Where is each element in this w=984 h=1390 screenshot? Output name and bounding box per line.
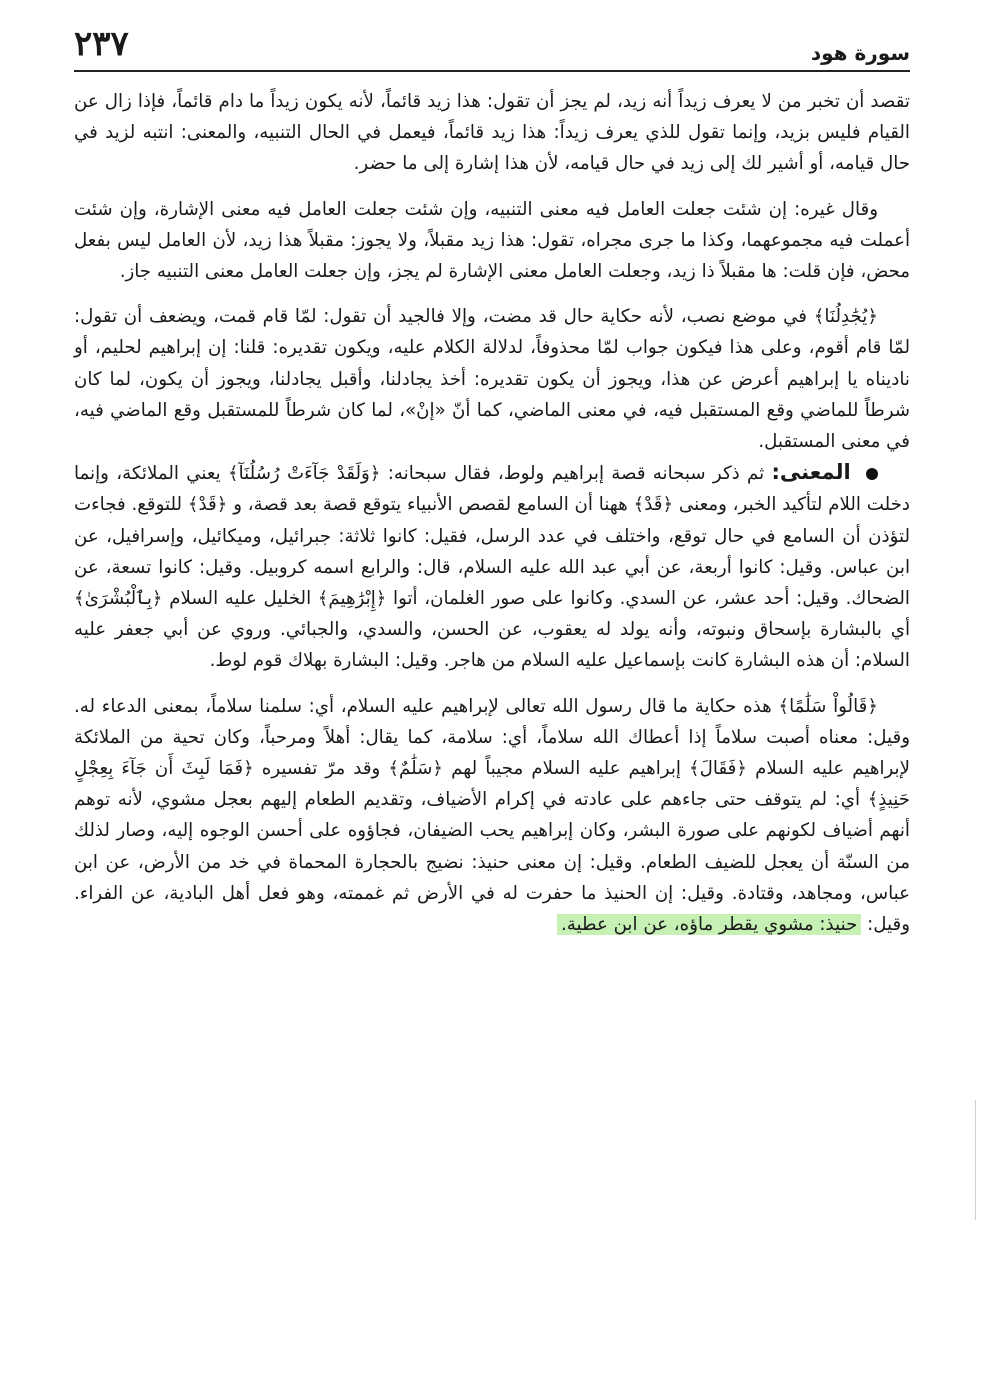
surah-title: سورة هود	[810, 41, 910, 65]
paragraph-5-text: ﴿قَالُواْ سَلَٰمًا﴾ هذه حكاية ما قال رسول الله تعالى لإبراهيم عليه السلام، أي: سلمنا سلاماً، بمعنى الدعاء له. وقيل: معناه أصبت سلاماً إذا أعطاك الله سلاماً، أي: سلامة، كما يقال: أهلاً ومرحباً، وكان تحية من الملائكة لإبراهيم عليه السلام ﴿فَقَالَ﴾ إبراهيم عليه السلام مجيباً لهم ﴿سَلَٰمٌ﴾ وقد مرّ تفسيره ﴿فَمَا لَبِثَ أَن جَآءَ بِعِجْلٍ حَنِيذٍ﴾ أي: لم يتوقف حتى جاءهم على عادته في إكرام الأضياف، وتقديم الطعام إليهم بعجل مشوي، لأنه توهم أنهم أضياف لكونهم على صورة البشر، وكان إبراهيم يحب الضيفان، فجاؤوه على أحسن الوجوه إليه، وصار لذلك من السنّة أن يعجل للضيف الطعام. وقيل: إن معنى حنيذ: نضيج بالحجارة المحماة في خد من الأرض، عن ابن عباس، ومجاهد، وقتادة. وقيل: إن الحنيذ ما حفرت له في الأرض ثم غممته، وهو فعل أهل البادية، عن الفراء. وقيل:	[74, 695, 910, 936]
meaning-paragraph	[74, 457, 910, 676]
page-number: ٢٣٧	[74, 24, 129, 64]
scan-edge-mark	[975, 1100, 976, 1220]
page-header	[74, 22, 910, 72]
meaning-text: ثم ذكر سبحانه قصة إبراهيم ولوط، فقال سبحانه: ﴿وَلَقَدْ جَآءَتْ رُسُلُنَآ﴾ يعني الملائكة، وإنما دخلت اللام لتأكيد الخبر، ومعنى ﴿قَدْ﴾ ههنا أن السامع لقصص الأنبياء يتوقع قصة بعد قصة، و ﴿قَدْ﴾ للتوقع. فجاءت لتؤذن أن السامع في حال توقع، واختلف في عدد الرسل، فقيل: كانوا ثلاثة: جبرائيل، وميكائيل، وإسرافيل، عن ابن عباس. وقيل: كانوا أربعة، عن أبي عبد الله عليه السلام، قال: والرابع اسمه كروبيل. وقيل: كانوا تسعة، عن الضحاك. وقيل: أحد عشر، عن السدي. وكانوا على صور الغلمان، أتوا ﴿إِبْرَٰهِيمَ﴾ الخليل عليه السلام ﴿بِٱلْبُشْرَىٰ﴾ أي بالبشارة بإسحاق ونبوته، وأنه يولد له يعقوب، عن الحسن، والسدي، والجبائي. وروي عن أبي جعفر عليه السلام: أن هذه البشارة كانت بإسماعيل عليه السلام من هاجر. وقيل: البشارة بهلاك قوم لوط.	[74, 463, 910, 672]
main-text	[74, 86, 910, 940]
bullet-icon	[866, 468, 878, 480]
paragraph-5	[74, 691, 910, 941]
meaning-heading: المعنى:	[771, 460, 851, 485]
paragraph-2: وقال غيره: إن شئت جعلت العامل فيه معنى التنبيه، وإن شئت جعلت العامل فيه معنى الإشارة، وإن شئت أعملت فيه مجموعهما، وكذا ما جرى مجراه، تقول: هذا زيد مقبلاً، ولا يجوز: مقبلاً هذا زيد، لأن العامل ليس بفعل محض، فإن قلت: ها مقبلاً ذا زيد، وجعلت العامل معنى الإشارة لم يجز، وإن جعلت العامل معنى التنبيه جاز.	[74, 198, 910, 283]
highlighted-text: حنيذ: مشوي يقطر ماؤه، عن ابن عطية.	[557, 914, 861, 935]
paragraph-1: تقصد أن تخبر من لا يعرف زيداً أنه زيد، لم يجز أن تقول: هذا زيد قائماً، لأنه يكون زيداً ما دام قائماً، فإذا زال عن القيام فليس بزيد، وإنما تقول للذي يعرف زيداً: هذا زيد قائماً، فيعمل في الحال التنبيه، والمعنى: انتبه لزيد في حال قيامه، أو أشير لك إلى زيد في حال قيامه، لأن هذا إشارة إلى ما حضر.	[74, 91, 910, 175]
paragraph-3: ﴿يُجَٰدِلُنَا﴾ في موضع نصب، لأنه حكاية حال قد مضت، وإلا فالجيد أن تقول: لمّا قام قمت، ويضعف أن تقول: لمّا قام أقوم، وعلى هذا فيكون جواب لمّا محذوفاً، لدلالة الكلام عليه، ويكون تقديره: قلنا: إن إبراهيم لحليم، أو ناديناه يا إبراهيم أعرض عن هذا، ويجوز أن يكون تقديره: أخذ يجادلنا، وأقبل يجادلنا، ويجوز أن يكون، لما كان شرطاً للماضي وقع المستقبل فيه، في معنى الماضي، كما أنّ «إنْ»، لما كان شرطاً للمستقبل وقع الماضي فيه، في معنى المستقبل.	[74, 306, 910, 453]
